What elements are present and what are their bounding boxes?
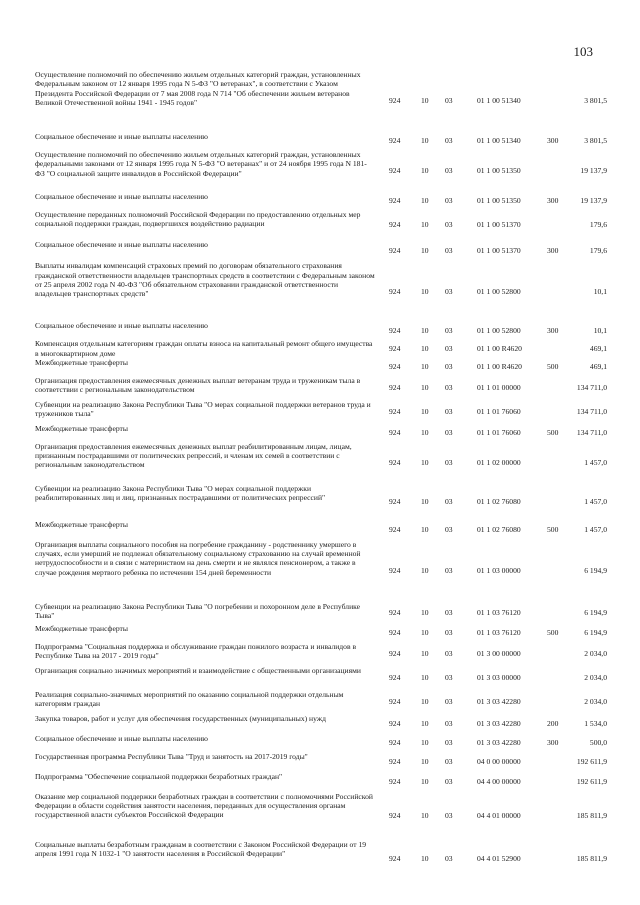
row-rz: 10: [421, 166, 429, 176]
row-rz: 10: [421, 362, 429, 372]
row-vr: 500: [547, 362, 559, 372]
row-csr: 01 3 03 00000: [477, 673, 521, 683]
row-sum: 185 811,9: [576, 854, 607, 864]
row-name: Межбюджетные трансферты: [35, 357, 128, 367]
row-pr: 03: [445, 136, 453, 146]
row-rz: 10: [421, 811, 429, 821]
row-csr: 01 1 02 00000: [477, 458, 521, 468]
row-name: Социальное обеспечение и иные выплаты населению: [35, 192, 208, 201]
row-csr: 01 1 00 R4620: [477, 362, 522, 372]
row-sum: 6 194,9: [584, 608, 607, 618]
row-name: Организация предоставления ежемесячных денежных выплат реабилитированным лицам, лицам, признанным пострадавшими от политических репрессий, и членам их семей в соответствии с региональным законодательством: [35, 441, 352, 470]
row-vr: [547, 339, 573, 358]
table-row: [35, 339, 607, 358]
row-vr: [547, 261, 573, 321]
row-sum: 6 194,9: [584, 566, 607, 576]
row-sum: 10,1: [593, 325, 607, 335]
row-name: Закупка товаров, работ и услуг для обеспечения государственных (муниципальных) нужд: [35, 713, 326, 723]
row-rz: 10: [421, 777, 429, 787]
row-pr: 03: [445, 757, 453, 767]
row-ved: 924: [389, 497, 401, 507]
table-row: [35, 734, 607, 752]
row-ved: 924: [389, 608, 401, 618]
row-vr: [547, 840, 573, 878]
row-pr: 03: [445, 196, 453, 206]
row-vr: 500: [547, 628, 559, 638]
row-pr: 03: [445, 428, 453, 438]
table-row: [35, 70, 607, 132]
row-csr: 01 3 03 42280: [477, 697, 521, 707]
row-name: Субвенции на реализацию Закона Республики Тыва "О мерах социальной поддержки реабилитированных лиц и лиц, признанных пострадавшими от политических репрессий": [35, 483, 326, 502]
row-csr: 04 4 01 52900: [477, 854, 521, 864]
row-pr: 03: [445, 246, 453, 255]
row-pr: 03: [445, 325, 453, 335]
row-vr: [547, 792, 573, 840]
row-rz: 10: [421, 458, 429, 468]
row-pr: 03: [445, 166, 453, 176]
row-vr: 500: [547, 525, 559, 535]
table-row: [35, 690, 607, 714]
row-csr: 01 1 03 76120: [477, 608, 521, 618]
row-ved: 924: [389, 196, 401, 206]
row-name: Социальное обеспечение и иные выплаты населению: [35, 321, 208, 331]
row-pr: 03: [445, 497, 453, 507]
table-row: [35, 714, 607, 734]
row-csr: 01 3 03 42280: [477, 719, 521, 729]
row-pr: 03: [445, 407, 453, 417]
budget-table: [35, 70, 607, 878]
row-name: Компенсация отдельным категориям граждан оплаты взноса на капитальный ремонт общего имущества в многоквартирном доме: [35, 339, 373, 358]
row-rz: 10: [421, 628, 429, 638]
row-vr: [547, 690, 573, 714]
row-name: Социальные выплаты безработным гражданам в соответствии с Законом Российской Федерации от 19 апреля 1991 года N 1032-1 "О занятости населения в Российской Федерации": [35, 839, 367, 858]
row-sum: 2 034,0: [584, 673, 607, 683]
table-row: [35, 150, 607, 192]
row-pr: 03: [445, 738, 453, 748]
row-sum: 3 801,5: [584, 136, 607, 146]
row-rz: 10: [421, 246, 429, 255]
row-ved: 924: [389, 343, 401, 353]
row-sum: 19 137,9: [580, 196, 607, 206]
table-row: [35, 132, 607, 150]
row-ved: 924: [389, 777, 401, 787]
row-ved: 924: [389, 428, 401, 438]
row-ved: 924: [389, 325, 401, 335]
table-row: [35, 192, 607, 210]
table-row: [35, 642, 607, 666]
row-rz: 10: [421, 196, 429, 206]
row-vr: 300: [547, 196, 559, 206]
row-name: Субвенции на реализацию Закона Республики Тыва "О мерах социальной поддержки ветеранов труда и тружеников тыла": [35, 399, 371, 418]
row-rz: 10: [421, 673, 429, 683]
page-number: 103: [573, 44, 593, 59]
row-name: Социальное обеспечение и иные выплаты населению: [35, 240, 208, 249]
row-vr: 500: [547, 428, 559, 438]
row-name: Осуществление полномочий по обеспечению жильем отдельных категорий граждан, установленных федеральными законами от 12 января 1995 года N 5-ФЗ "О ветеранах" и от 24 ноября 1995 года N 181-ФЗ "О социальной защите инвалидов в Российской Федерации": [35, 150, 367, 178]
row-vr: [547, 666, 573, 690]
row-pr: 03: [445, 458, 453, 468]
row-ved: 924: [389, 458, 401, 468]
row-pr: 03: [445, 697, 453, 707]
row-rz: 10: [421, 220, 429, 230]
row-vr: 300: [547, 325, 559, 335]
row-ved: 924: [389, 757, 401, 767]
table-row: [35, 666, 607, 690]
row-rz: 10: [421, 286, 429, 296]
row-pr: 03: [445, 525, 453, 535]
row-vr: [547, 752, 573, 772]
row-name: Подпрограмма "Социальная поддержка и обслуживание граждан пожилого возраста и инвалидов в Республике Тыва на 2017 - 2019 годы": [35, 641, 357, 660]
table-row: [35, 840, 607, 878]
table-row: [35, 540, 607, 602]
row-ved: 924: [389, 220, 401, 230]
row-pr: 03: [445, 719, 453, 729]
table-row: [35, 424, 607, 442]
row-rz: 10: [421, 497, 429, 507]
row-rz: 10: [421, 383, 429, 393]
row-pr: 03: [445, 777, 453, 787]
row-ved: 924: [389, 246, 401, 255]
table-row: [35, 240, 607, 261]
row-pr: 03: [445, 362, 453, 372]
row-vr: 300: [547, 738, 559, 748]
row-rz: 10: [421, 566, 429, 576]
row-vr: 200: [547, 719, 559, 729]
row-rz: 10: [421, 757, 429, 767]
row-vr: [547, 642, 573, 666]
row-csr: 01 1 00 51350: [477, 166, 521, 176]
row-csr: 04 4 01 00000: [477, 811, 521, 821]
row-csr: 01 1 00 51370: [477, 246, 521, 255]
table-row: [35, 792, 607, 840]
row-ved: 924: [389, 811, 401, 821]
row-ved: 924: [389, 166, 401, 176]
row-vr: [547, 484, 573, 520]
row-vr: [547, 442, 573, 484]
row-ved: 924: [389, 628, 401, 638]
row-name: Осуществление полномочий по обеспечению жильем отдельных категорий граждан, установленных Федеральным законом от 12 января 1995 года N 5-ФЗ "О ветеранах", в соответствии с Указом Президента Российской Федерации от 7 мая 2008 года N 714 "Об обеспечении жильем ветеранов Великой Отечественной войны 1941 - 1945 годов": [35, 70, 361, 107]
row-name: Оказание мер социальной поддержки безработных граждан в соответствии с полномочиями Российской Федерации в области содействия занятости населения, переданных для осуществления органам государственной власти субъектов Российской Федерации: [35, 791, 373, 820]
row-pr: 03: [445, 811, 453, 821]
row-vr: [547, 150, 573, 192]
row-ved: 924: [389, 697, 401, 707]
row-csr: 01 1 02 76080: [477, 497, 521, 507]
row-pr: 03: [445, 96, 453, 106]
row-csr: 04 0 00 00000: [477, 757, 521, 767]
row-rz: 10: [421, 738, 429, 748]
row-rz: 10: [421, 343, 429, 353]
row-name: Государственная программа Республики Тыва "Труд и занятость на 2017-2019 годы": [35, 751, 308, 761]
row-csr: 04 4 00 00000: [477, 777, 521, 787]
row-sum: 1 457,0: [584, 458, 607, 468]
row-ved: 924: [389, 362, 401, 372]
row-csr: 01 1 01 76060: [477, 428, 521, 438]
row-sum: 192 611,9: [576, 777, 607, 787]
row-name: Подпрограмма "Обеспечение социальной поддержки безработных граждан": [35, 771, 283, 781]
row-csr: 01 1 03 00000: [477, 566, 521, 576]
row-ved: 924: [389, 854, 401, 864]
table-row: [35, 772, 607, 792]
row-name: Организация выплаты социального пособия на погребение гражданину - родственнику умершего в случаях, если умерший не подлежал обязательному социальному страхованию на случай временной нетрудоспособности и в связи с материнством на день смерти и не являлся пенсионером, а также в случае рождения мертвого ребенка по истечении 154 дней беременности: [35, 539, 361, 577]
table-row: [35, 376, 607, 400]
table-row: [35, 624, 607, 642]
row-csr: 01 3 03 42280: [477, 738, 521, 748]
row-pr: 03: [445, 220, 453, 230]
row-rz: 10: [421, 697, 429, 707]
row-name: Реализация социально-значимых мероприятий по оказанию социальной поддержки отдельным категориям граждан: [35, 689, 344, 708]
table-row: [35, 520, 607, 540]
row-sum: 469,1: [589, 362, 607, 372]
row-pr: 03: [445, 343, 453, 353]
row-pr: 03: [445, 854, 453, 864]
row-sum: 2 034,0: [584, 649, 607, 659]
row-csr: 01 1 00 51350: [477, 196, 521, 206]
table-row: [35, 210, 607, 240]
row-rz: 10: [421, 428, 429, 438]
table-row: [35, 752, 607, 772]
row-sum: 19 137,9: [580, 166, 607, 176]
row-rz: 10: [421, 608, 429, 618]
row-csr: 01 1 01 00000: [477, 383, 521, 393]
row-vr: [547, 210, 573, 240]
row-sum: 1 457,0: [584, 497, 607, 507]
row-name: Осуществление переданных полномочий Российской Федерации по предоставлению отдельных мер социальной поддержки граждан, подвергшихся воздействию радиации: [35, 210, 361, 229]
row-csr: 01 1 00 R4620: [477, 343, 522, 353]
row-name: Организация социально значимых мероприятий и взаимодействие с общественными организациями: [35, 665, 361, 675]
row-vr: 300: [547, 246, 559, 255]
row-rz: 10: [421, 854, 429, 864]
row-sum: 3 801,5: [584, 96, 607, 106]
row-ved: 924: [389, 96, 401, 106]
row-pr: 03: [445, 673, 453, 683]
row-vr: [547, 400, 573, 424]
row-ved: 924: [389, 738, 401, 748]
row-csr: 01 1 00 51370: [477, 220, 521, 230]
row-csr: 01 1 03 76120: [477, 628, 521, 638]
row-csr: 01 1 00 52800: [477, 325, 521, 335]
row-ved: 924: [389, 136, 401, 146]
row-sum: 179,6: [589, 246, 607, 255]
row-vr: [547, 70, 573, 132]
row-pr: 03: [445, 566, 453, 576]
row-name: Социальное обеспечение и иные выплаты населению: [35, 733, 208, 743]
row-csr: 01 1 00 51340: [477, 96, 521, 106]
row-ved: 924: [389, 525, 401, 535]
row-rz: 10: [421, 407, 429, 417]
row-sum: 1 457,0: [584, 525, 607, 535]
row-sum: 2 034,0: [584, 697, 607, 707]
row-rz: 10: [421, 719, 429, 729]
row-csr: 01 1 01 76060: [477, 407, 521, 417]
row-name: Межбюджетные трансферты: [35, 423, 128, 433]
row-pr: 03: [445, 649, 453, 659]
row-ved: 924: [389, 649, 401, 659]
row-vr: [547, 540, 573, 602]
table-row: [35, 602, 607, 624]
row-csr: 01 3 00 00000: [477, 649, 521, 659]
row-ved: 924: [389, 383, 401, 393]
row-vr: [547, 602, 573, 624]
row-pr: 03: [445, 286, 453, 296]
row-csr: 01 1 02 76080: [477, 525, 521, 535]
row-sum: 500,0: [589, 738, 607, 748]
row-vr: 300: [547, 136, 559, 146]
row-sum: 134 711,0: [576, 428, 607, 438]
row-sum: 469,1: [589, 343, 607, 353]
row-rz: 10: [421, 525, 429, 535]
row-ved: 924: [389, 566, 401, 576]
row-name: Социальное обеспечение и иные выплаты населению: [35, 132, 208, 141]
row-name: Межбюджетные трансферты: [35, 519, 128, 529]
table-row: [35, 400, 607, 424]
row-ved: 924: [389, 286, 401, 296]
row-rz: 10: [421, 325, 429, 335]
row-name: Межбюджетные трансферты: [35, 623, 128, 633]
row-name: Выплаты инвалидам компенсаций страховых премий по договорам обязательного страхования гражданской ответственности владельцев транспортных средств в соответствии с Федеральным законом от 25 апреля 2002 года N 40-ФЗ "Об обязательном страховании гражданской ответственности владельцев транспортных средств": [35, 261, 375, 298]
row-sum: 179,6: [589, 220, 607, 230]
row-sum: 134 711,0: [576, 407, 607, 417]
row-rz: 10: [421, 649, 429, 659]
row-sum: 6 194,9: [584, 628, 607, 638]
row-sum: 10,1: [593, 286, 607, 296]
row-name: Субвенции на реализацию Закона Республики Тыва "О погребении и похоронном деле в Республике Тыва": [35, 601, 361, 620]
row-sum: 185 811,9: [576, 811, 607, 821]
row-csr: 01 1 00 52800: [477, 286, 521, 296]
row-sum: 1 534,0: [584, 719, 607, 729]
row-rz: 10: [421, 136, 429, 146]
row-vr: [547, 772, 573, 792]
row-ved: 924: [389, 673, 401, 683]
table-row: [35, 358, 607, 376]
row-vr: [547, 376, 573, 400]
row-csr: 01 1 00 51340: [477, 136, 521, 146]
row-rz: 10: [421, 96, 429, 106]
table-row: [35, 261, 607, 321]
table-row: [35, 442, 607, 484]
row-ved: 924: [389, 407, 401, 417]
row-ved: 924: [389, 719, 401, 729]
table-row: [35, 484, 607, 520]
row-pr: 03: [445, 608, 453, 618]
table-row: [35, 321, 607, 339]
row-sum: 192 611,9: [576, 757, 607, 767]
row-sum: 134 711,0: [576, 383, 607, 393]
row-pr: 03: [445, 383, 453, 393]
row-pr: 03: [445, 628, 453, 638]
row-name: Организация предоставления ежемесячных денежных выплат ветеранам труда и труженикам тыла в соответствии с региональным законодательством: [35, 375, 361, 394]
